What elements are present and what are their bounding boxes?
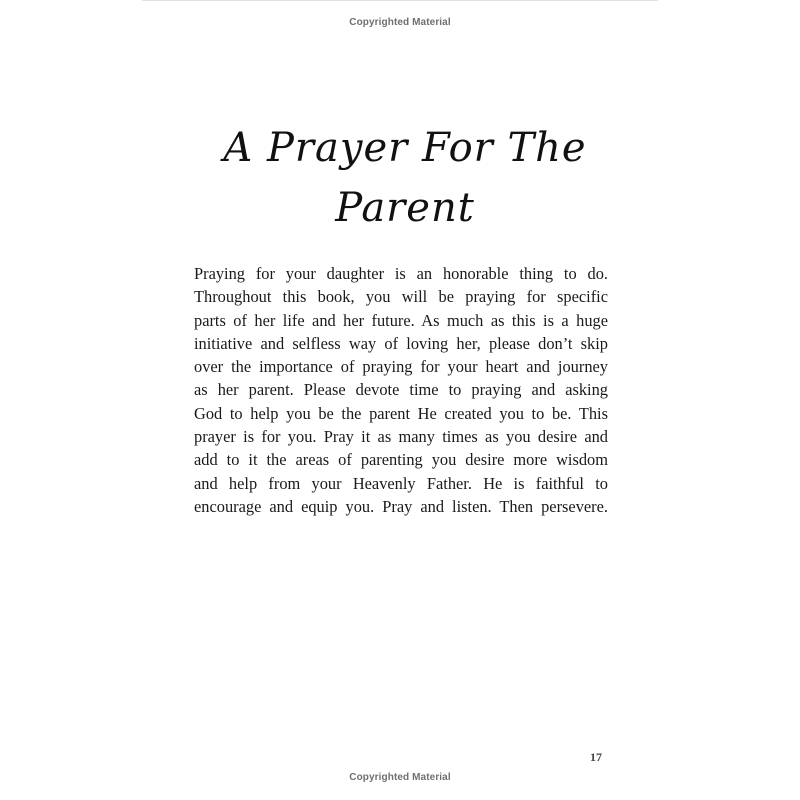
body-line: Throughout this book, you will be praying for specific [194,287,608,307]
body-line: over the importance of praying for your heart and journey [194,357,608,377]
body-paragraph [194,262,608,518]
body-line: parts of her life and her future. As much as this is a huge [194,310,608,330]
page-number: 17 [590,750,602,764]
body-line: as her parent. Please devote time to praying and asking [194,380,608,400]
body-line-last: encourage and equip you. Pray and listen. Then persevere. [194,496,608,516]
body-line: add to it the areas of parenting you desire more wisdom [194,450,608,470]
page-title: A Prayer For The Parent [223,125,587,231]
copyright-notice-bottom: Copyrighted Material [349,772,451,783]
body-line: and help from your Heavenly Father. He is faithful to [194,473,608,493]
copyright-notice-top: Copyrighted Material [349,17,451,28]
top-page-edge-divider [142,0,658,1]
body-line: God to help you be the parent He created you to be. This [194,403,608,423]
body-line: Praying for your daughter is an honorable thing to do. [194,264,608,283]
body-line: prayer is for you. Pray it as many times as you desire and [194,427,608,447]
body-line: initiative and selfless way of loving her, please don’t skip [194,333,608,353]
